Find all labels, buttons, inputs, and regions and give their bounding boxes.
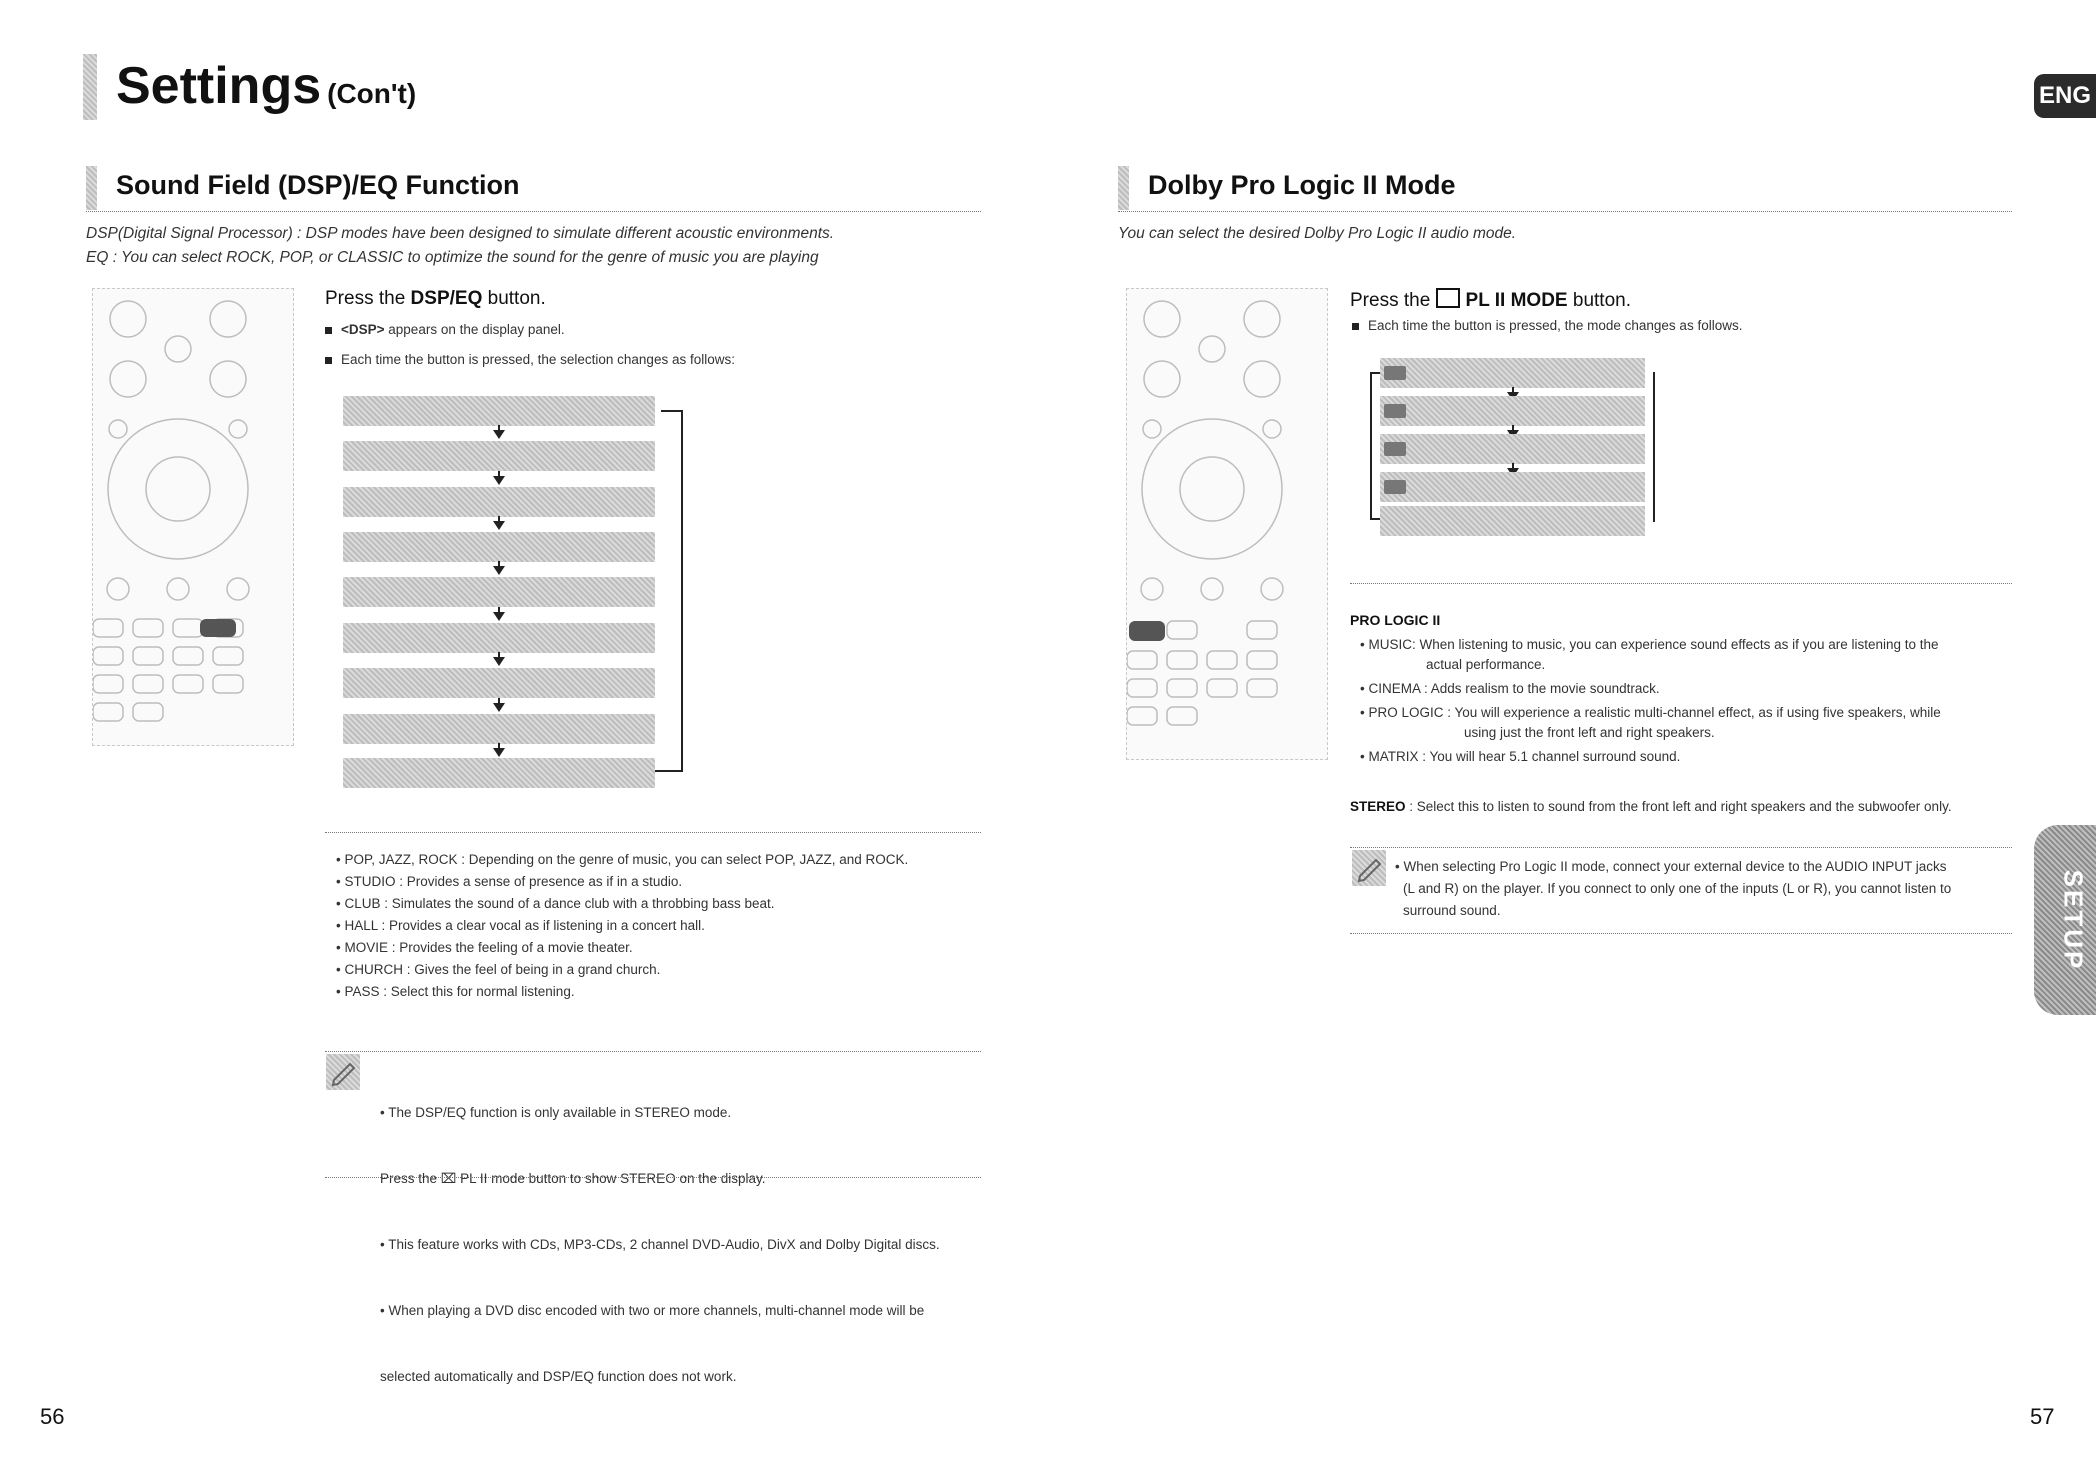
down-arrow-icon	[493, 476, 505, 485]
bullet-text: appears on the display panel.	[384, 322, 565, 337]
dolby-icon	[1436, 288, 1460, 308]
loop-bracket-side	[681, 410, 683, 772]
loop-bracket-right	[1653, 372, 1655, 522]
page-title	[116, 56, 416, 116]
note-item: selected automatically and DSP/EQ function does not work.	[380, 1369, 737, 1384]
mode-display-5	[1380, 506, 1645, 536]
description-divider	[325, 832, 981, 833]
press-prefix: Press the	[1350, 290, 1436, 311]
description-item: • CHURCH : Gives the feel of being in a grand church.	[336, 962, 661, 977]
bullet-dsp-display	[325, 322, 565, 337]
mode-display-3	[1380, 434, 1645, 464]
loop-bracket-left-bottom	[1370, 518, 1380, 520]
press-button-name: PL II MODE	[1465, 290, 1568, 311]
mode-display-5	[343, 577, 655, 607]
mode-display-4	[343, 532, 655, 562]
dsp-mode-descriptions	[336, 849, 908, 1003]
down-arrow-icon	[493, 748, 505, 757]
press-button-name: DSP/EQ	[410, 288, 483, 309]
title-accent-bar	[83, 54, 97, 120]
loop-bracket-top	[661, 410, 683, 412]
mode-display-2	[343, 441, 655, 471]
pl-item-prologic: • PRO LOGIC : You will experience a realistic multi-channel effect, as if using five speakers, while	[1360, 705, 1941, 720]
pl-item-music: • MUSIC: When listening to music, you can experience sound effects as if you are listening to the	[1360, 637, 1939, 652]
pl-divider	[1350, 583, 2012, 584]
description-item: • CLUB : Simulates the sound of a dance club with a throbbing bass beat.	[336, 896, 775, 911]
pl-item-music-cont: actual performance.	[1426, 657, 1546, 672]
bullet-selection-changes	[325, 352, 735, 367]
press-suffix: button.	[482, 288, 546, 309]
mode-display-4	[1380, 472, 1645, 502]
page-number-left: 56	[40, 1404, 65, 1429]
stereo-label: STEREO	[1350, 799, 1406, 814]
pl-notes	[1395, 856, 1951, 922]
down-arrow-icon	[493, 612, 505, 621]
intro-eq: EQ : You can select ROCK, POP, or CLASSIC to optimize the sound for the genre of music you are playing	[86, 249, 819, 266]
section-title-dolby: Dolby Pro Logic II Mode	[1148, 170, 1456, 200]
press-dsp-eq-instruction	[325, 288, 546, 310]
loop-bracket-bottom	[655, 770, 683, 772]
stereo-description	[1350, 797, 1952, 817]
page-title-suffix: (Con't)	[327, 78, 417, 109]
note-item: surround sound.	[1403, 903, 1501, 918]
note-item: • When selecting Pro Logic II mode, connect your external device to the AUDIO INPUT jacks	[1395, 859, 1947, 874]
section-title-dsp-eq: Sound Field (DSP)/EQ Function	[116, 170, 520, 200]
down-arrow-icon	[493, 566, 505, 575]
note-divider-bottom	[325, 1177, 981, 1178]
setup-tab-label: SETUP	[2058, 869, 2089, 972]
note-item: (L and R) on the player. If you connect to only one of the inputs (L or R), you cannot listen to	[1403, 881, 1952, 896]
mode-display-1	[343, 396, 655, 426]
note-item: Press the ⌧ PL II mode button to show STEREO on the display.	[380, 1171, 766, 1186]
section-accent-bar	[86, 166, 97, 210]
page-number-right: 57	[2030, 1404, 2055, 1429]
down-arrow-icon	[493, 703, 505, 712]
press-pl-ii-instruction	[1350, 288, 1631, 312]
mode-display-7	[343, 668, 655, 698]
setup-side-tab[interactable]	[2034, 825, 2096, 1015]
stereo-text: : Select this to listen to sound from the front left and right speakers and the subwoofer only.	[1405, 799, 1952, 814]
pl-ii-mode-button-highlight	[1129, 621, 1165, 641]
pro-logic-items	[1360, 635, 2012, 767]
description-item: • POP, JAZZ, ROCK : Depending on the genre of music, you can select POP, JAZZ, and ROCK.	[336, 852, 909, 867]
pl-mode-sequence	[1370, 358, 1660, 536]
remote-illustration	[1127, 289, 1327, 759]
pro-logic-heading: PRO LOGIC II	[1350, 612, 1441, 628]
description-item: • STUDIO : Provides a sense of presence as if in a studio.	[336, 874, 683, 889]
mode-display-8	[343, 714, 655, 744]
down-arrow-icon	[493, 657, 505, 666]
down-arrow-icon	[493, 430, 505, 439]
note-divider-bottom	[1350, 933, 2012, 934]
note-item: • The DSP/EQ function is only available in STEREO mode.	[380, 1105, 732, 1120]
note-divider-top	[325, 1051, 981, 1052]
bullet-bold: <DSP>	[341, 322, 385, 337]
intro-dsp: DSP(Digital Signal Processor) : DSP modes have been designed to simulate different acoustic environments.	[86, 225, 835, 242]
description-item: • HALL : Provides a clear vocal as if listening in a concert hall.	[336, 918, 705, 933]
remote-control-image	[92, 288, 294, 746]
bullet-text: Each time the button is pressed, the mode changes as follows.	[1368, 318, 1743, 333]
press-prefix: Press the	[325, 288, 411, 309]
remote-illustration	[93, 289, 293, 745]
section-divider	[86, 211, 981, 212]
pl-item-cinema: • CINEMA : Adds realism to the movie soundtrack.	[1360, 681, 1660, 696]
mode-display-1	[1380, 358, 1645, 388]
mode-display-2	[1380, 396, 1645, 426]
dsp-eq-button-highlight	[200, 619, 236, 637]
mode-display-6	[343, 623, 655, 653]
note-divider-top	[1350, 847, 2012, 848]
description-item: • PASS : Select this for normal listening.	[336, 984, 575, 999]
note-item: • When playing a DVD disc encoded with two or more channels, multi-channel mode will be	[380, 1303, 925, 1318]
language-tab[interactable]: ENG	[2034, 74, 2096, 118]
page-title-text: Settings	[116, 57, 322, 115]
section-accent-bar	[1118, 166, 1129, 210]
dsp-mode-sequence	[343, 396, 683, 792]
pl-item-matrix: • MATRIX : You will hear 5.1 channel surround sound.	[1360, 749, 1681, 764]
section-divider	[1118, 211, 2012, 212]
note-item: • This feature works with CDs, MP3-CDs, 2 channel DVD-Audio, DivX and Dolby Digital discs.	[380, 1237, 940, 1252]
note-pencil-icon	[326, 1054, 360, 1090]
description-item: • MOVIE : Provides the feeling of a movie theater.	[336, 940, 633, 955]
bullet-text: Each time the button is pressed, the selection changes as follows:	[341, 352, 735, 367]
note-pencil-icon	[1352, 850, 1386, 886]
down-arrow-icon	[493, 521, 505, 530]
mode-display-3	[343, 487, 655, 517]
mode-display-9	[343, 758, 655, 788]
remote-control-image	[1126, 288, 1328, 760]
dsp-notes	[380, 1058, 940, 1410]
intro-dolby: You can select the desired Dolby Pro Logic II audio mode.	[1118, 225, 1517, 242]
bullet-mode-changes	[1352, 318, 1742, 333]
loop-bracket-left	[1370, 372, 1372, 520]
pl-item-prologic-cont: using just the front left and right speakers.	[1464, 725, 1715, 740]
press-suffix: button.	[1567, 290, 1631, 311]
